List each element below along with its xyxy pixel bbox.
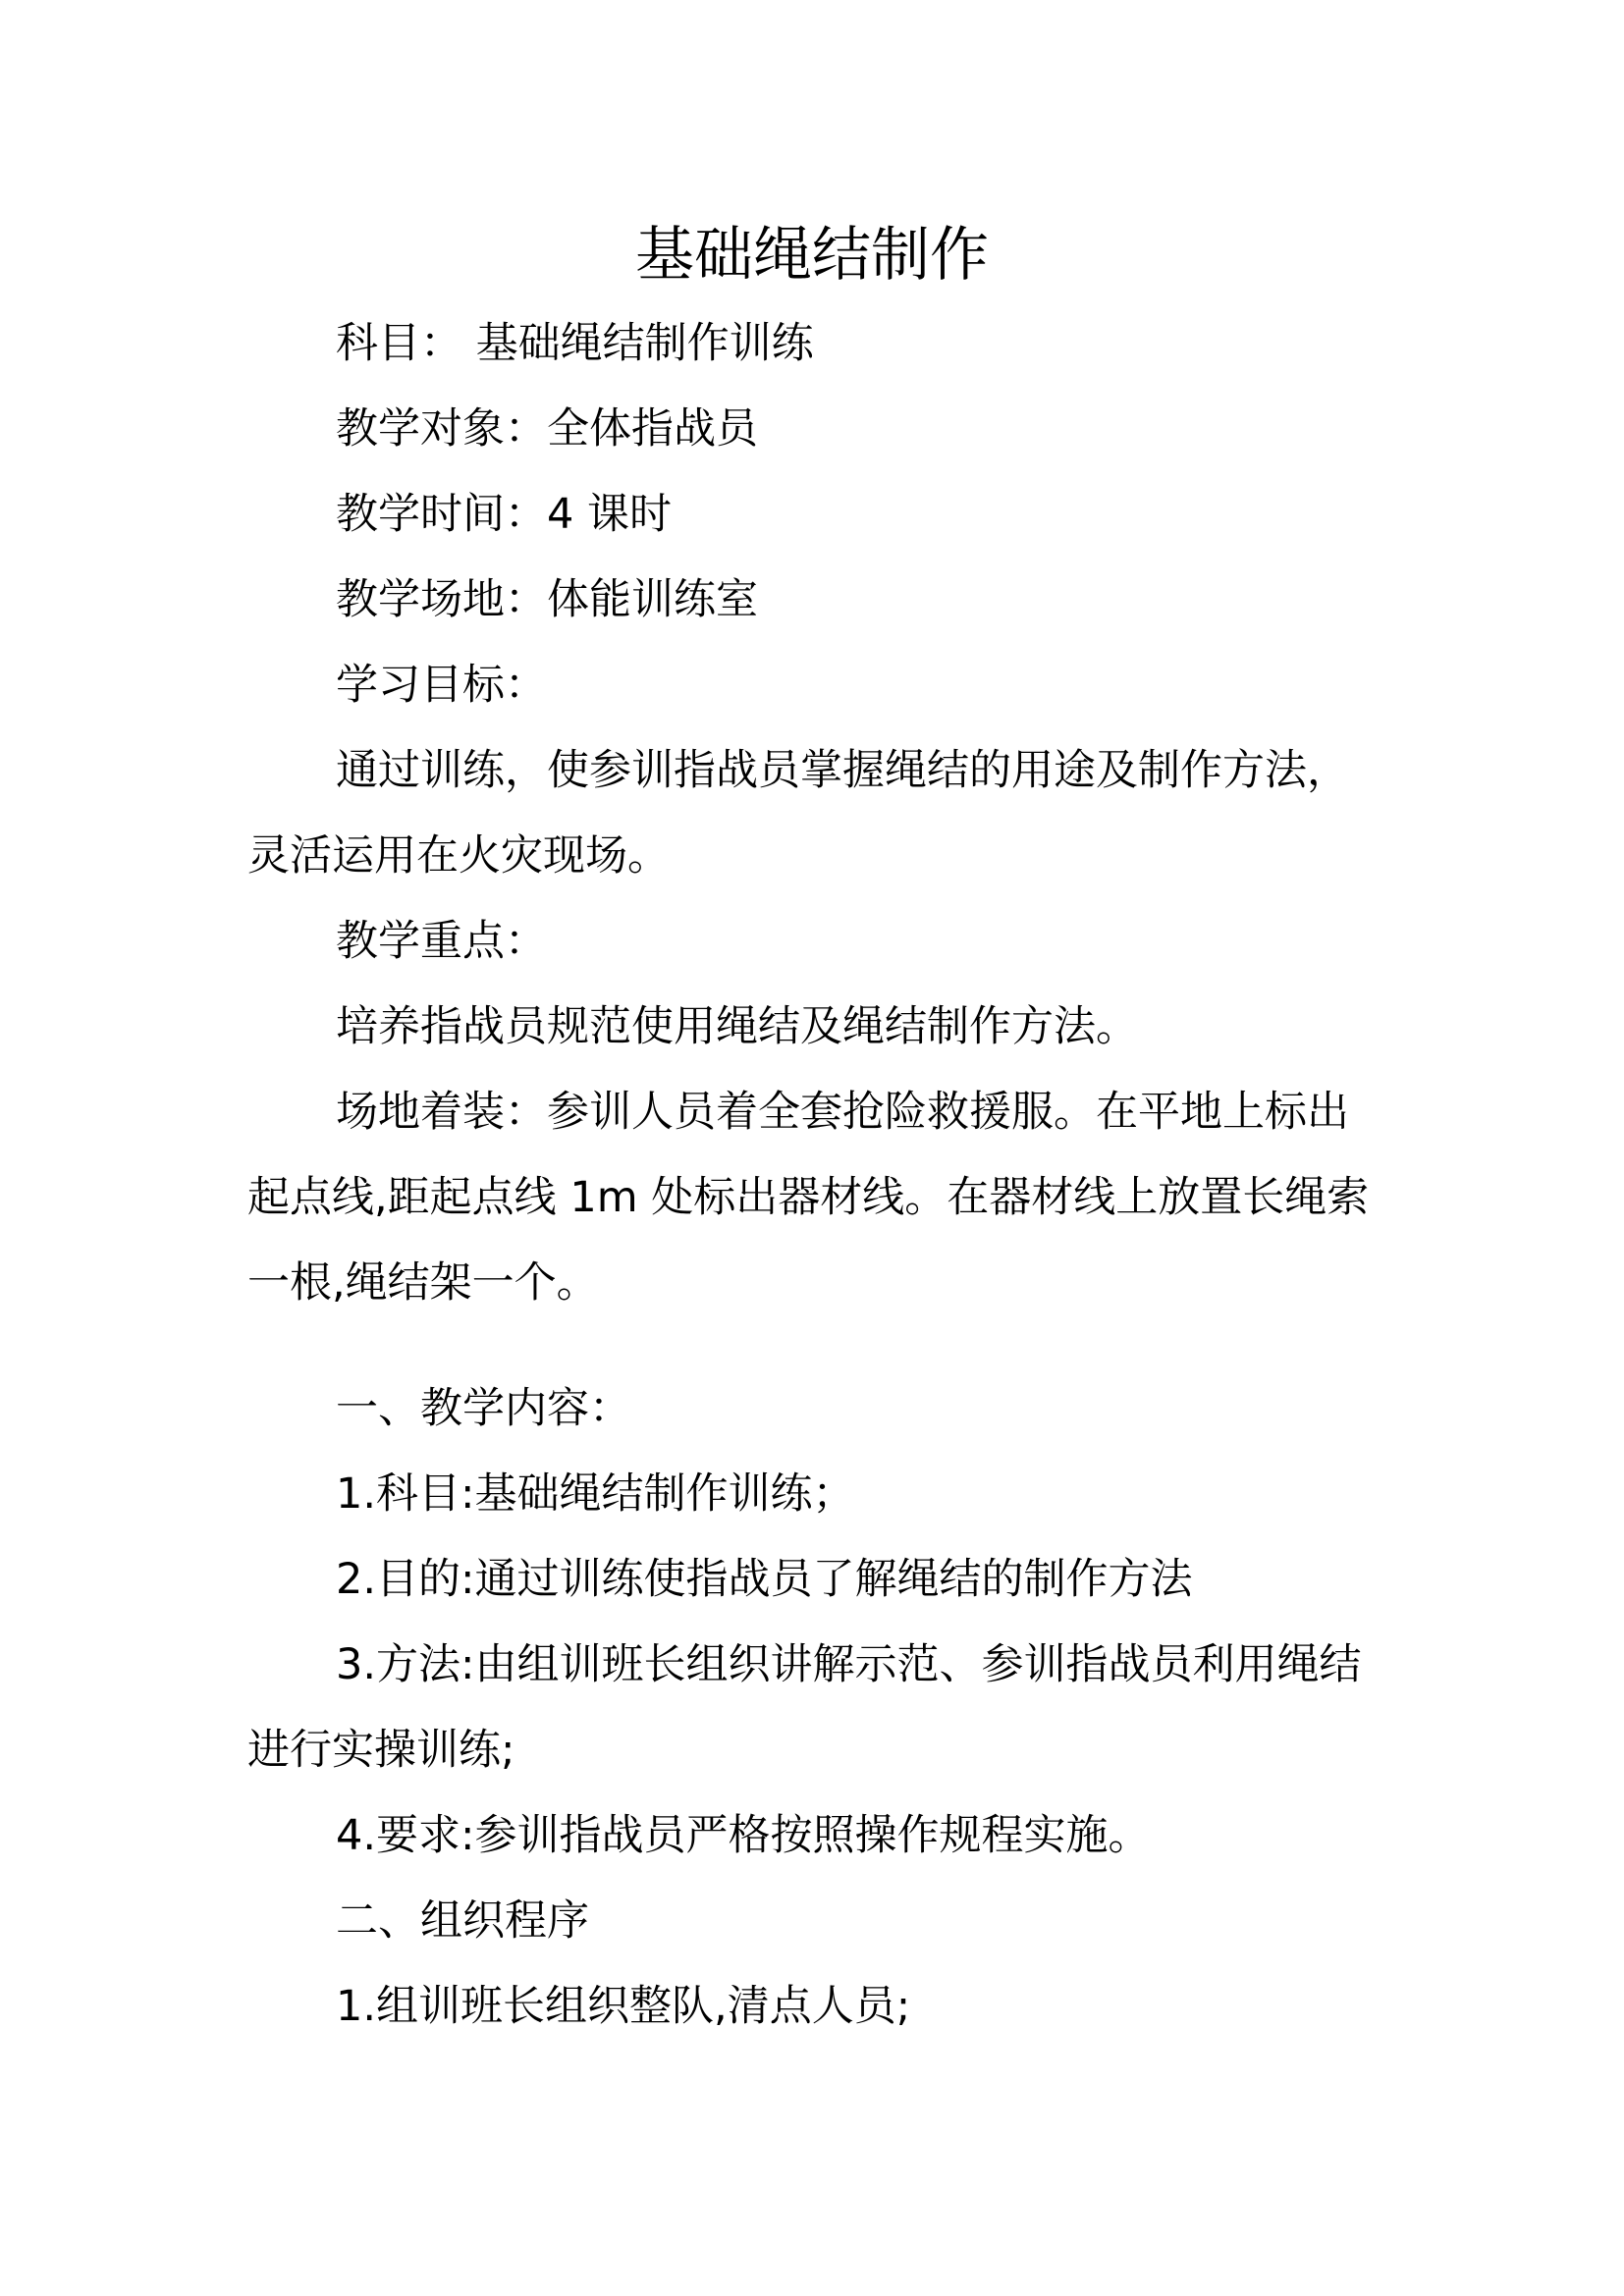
content-item-1: 1.科目:基础绳结制作训练； [336, 1469, 855, 1519]
duration-line: 教学时间：4 课时 [336, 490, 673, 539]
objective-text-2: 灵活运用在火灾现场。 [247, 831, 670, 881]
setup-text-1: 场地着装：参训人员着全套抢险救援服。在平地上标出 [336, 1088, 1349, 1137]
setup-text-2: 起点线,距起点线 1m 处标出器材线。在器材线上放置长绳索 [247, 1173, 1370, 1222]
focus-heading: 教学重点： [336, 917, 547, 966]
objective-heading: 学习目标： [336, 661, 547, 710]
procedure-item-1: 1.组训班长组织整队,清点人员; [336, 1982, 911, 2031]
venue-line: 教学场地：体能训练室 [336, 575, 758, 624]
page-title: 基础绳结制作 [635, 221, 989, 290]
content-item-3: 3.方法:由组训班长组织讲解示范、参训指战员利用绳结 [336, 1640, 1362, 1689]
objective-text-1: 通过训练，使参训指战员掌握绳结的用途及制作方法， [336, 746, 1349, 795]
subject-line: 科目： 基础绳结制作训练 [336, 319, 814, 368]
content-item-2: 2.目的:通过训练使指战员了解绳结的制作方法 [336, 1555, 1193, 1604]
section-heading-procedure: 二、组织程序 [336, 1896, 589, 1946]
content-item-3-cont: 进行实操训练; [247, 1726, 515, 1775]
content-item-4: 4.要求:参训指战员严格按照操作规程实施。 [336, 1811, 1151, 1860]
focus-text: 培养指战员规范使用绳结及绳结制作方法。 [336, 1002, 1138, 1051]
audience-line: 教学对象：全体指战员 [336, 404, 758, 454]
setup-text-3: 一根,绳结架一个。 [247, 1258, 599, 1308]
section-heading-content: 一、教学内容： [336, 1384, 631, 1433]
